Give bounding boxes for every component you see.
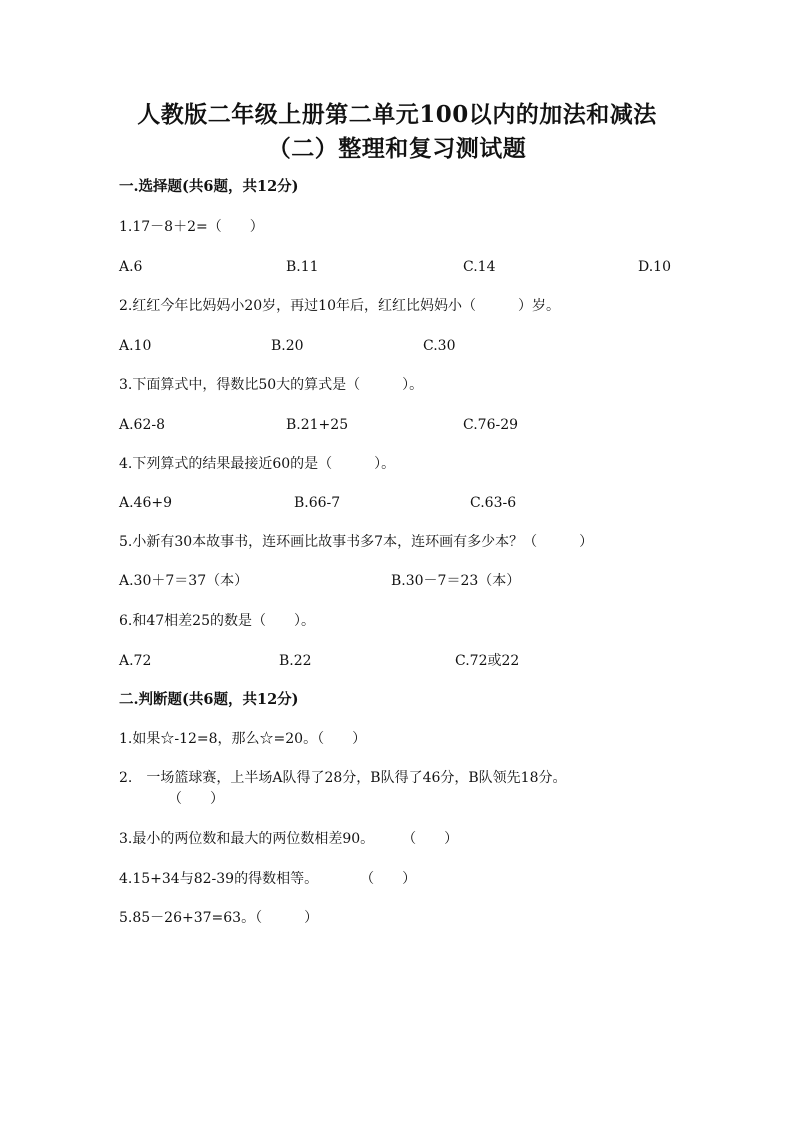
question-4-stem: 4.下列算式的结果最接近60的是（ ）。: [119, 456, 396, 472]
page-title-line1: 人教版二年级上册第二单元100以内的加法和减法: [137, 101, 657, 128]
question-4-option-b: B.66-7: [294, 495, 341, 511]
question-3-stem: 3.下面算式中，得数比50大的算式是（ ）。: [119, 377, 424, 393]
question-3-option-c: C.76-29: [463, 417, 519, 433]
judgment-4: 4.15+34与82-39的得数相等。 （ ）: [119, 871, 417, 887]
question-1-option-b: B.11: [286, 259, 319, 275]
question-6-option-c: C.72或22: [455, 653, 520, 669]
question-2-option-a: A.10: [119, 338, 152, 354]
question-1-stem: 1.17－8＋2=（ ）: [119, 219, 264, 235]
question-5-option-b: B.30－7＝23（本）: [391, 573, 521, 589]
question-5-option-a: A.30＋7＝37（本）: [119, 573, 249, 589]
question-1-option-a: A.6: [119, 259, 143, 275]
question-1-option-d: D.10: [638, 259, 671, 275]
question-2-stem: 2.红红今年比妈妈小20岁，再过10年后，红红比妈妈小（ ）岁。: [119, 298, 560, 314]
question-4-option-c: C.63-6: [470, 495, 517, 511]
judgment-1: 1.如果☆-12=8，那么☆=20。（ ）: [119, 731, 367, 747]
section2-heading: 二.判断题(共6题，共12分): [119, 691, 299, 708]
question-4-option-a: A.46+9: [119, 495, 173, 511]
question-6-stem: 6.和47相差25的数是（ ）。: [119, 613, 315, 629]
page-title-line2: （二）整理和复习测试题: [267, 135, 527, 162]
question-2-option-c: C.30: [423, 338, 456, 354]
question-6-option-b: B.22: [279, 653, 312, 669]
question-3-option-b: B.21+25: [286, 417, 349, 433]
judgment-5: 5.85－26+37=63。（ ）: [119, 910, 319, 926]
question-5-stem: 5.小新有30本故事书，连环画比故事书多7本，连环画有多少本？（ ）: [119, 534, 594, 550]
section1-heading: 一.选择题(共6题，共12分): [119, 178, 299, 195]
judgment-2: 2. 一场篮球赛，上半场A队得了28分，B队得了46分，B队领先18分。: [119, 770, 567, 786]
question-3-option-a: A.62-8: [119, 417, 166, 433]
question-1-option-c: C.14: [463, 259, 496, 275]
judgment-2-answer-blank: （ ）: [168, 791, 224, 807]
question-2-option-b: B.20: [271, 338, 304, 354]
judgment-3: 3.最小的两位数和最大的两位数相差90。 （ ）: [119, 831, 459, 847]
question-6-option-a: A.72: [119, 653, 152, 669]
